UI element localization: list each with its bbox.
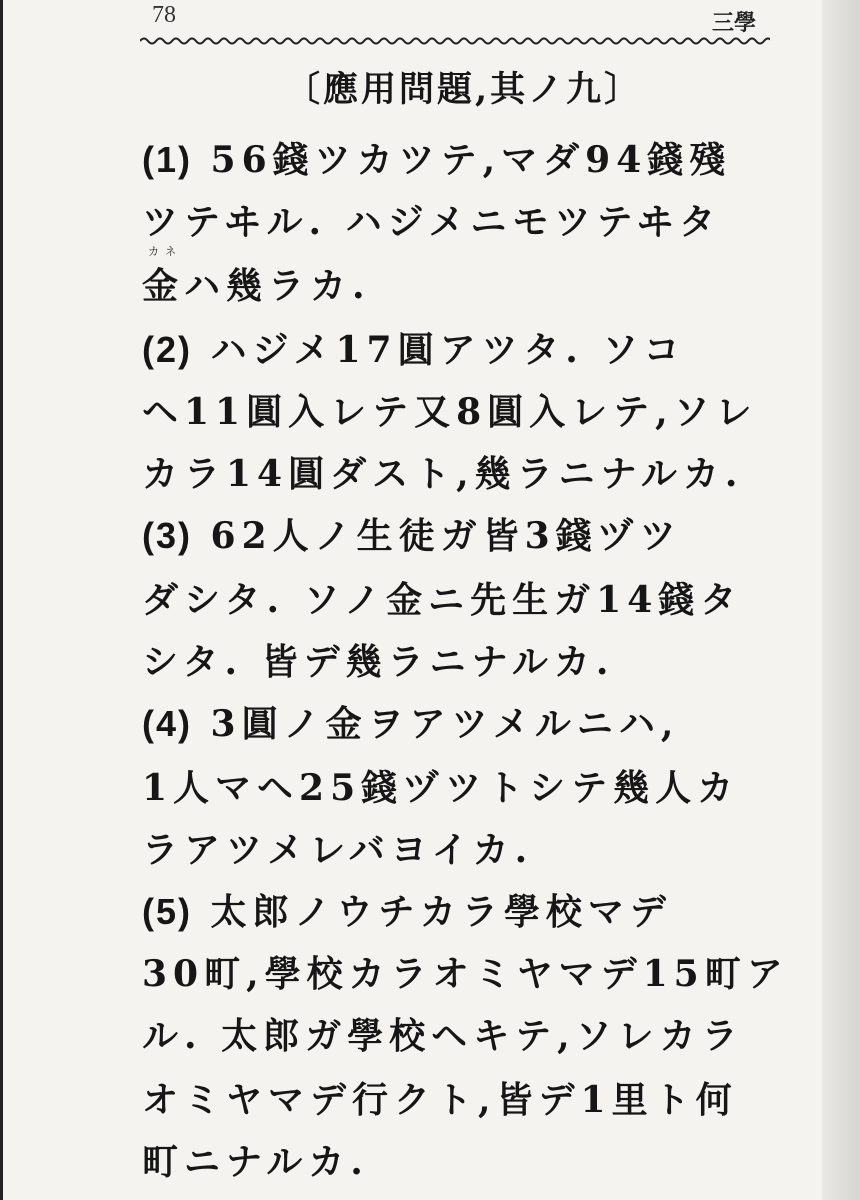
problem-4-line-1 xyxy=(142,696,679,747)
problem-2-line-1 xyxy=(142,322,686,373)
problem-1-number: (1) xyxy=(142,139,192,180)
problem-2-line-3: カラ14圓ダスト,幾ラニナルカ. xyxy=(142,453,744,495)
problem-5-text-1: 太郎ノウチカラ學校マデ xyxy=(210,891,672,933)
scan-right-edge xyxy=(822,0,860,1200)
problem-3-line-1 xyxy=(142,508,682,559)
furigana-kane: カネ xyxy=(148,245,182,258)
problem-1-text-1: 56錢ツカツテ,マダ94錢殘 xyxy=(210,139,732,181)
problem-3-number: (3) xyxy=(142,515,192,556)
problem-3-line-2: ダシタ. ソノ金ニ先生ガ14錢タ xyxy=(142,579,743,621)
page-number: 78 xyxy=(152,2,176,28)
problem-3-line-3: シタ. 皆デ幾ラニナルカ. xyxy=(142,641,615,683)
problem-4-line-3: ラアツメレバヨイカ. xyxy=(142,829,534,871)
problem-4-line-2: 1人マヘ25錢ヅツトシテ幾人カ xyxy=(142,767,740,809)
problem-2-number: (2) xyxy=(142,329,192,370)
problem-2-text-1: ハジメ17圓アツタ. ソコ xyxy=(210,329,686,371)
problem-1-line-1 xyxy=(142,132,731,183)
problem-1-line-3: 金ハ幾ラカ. xyxy=(142,265,371,307)
problem-5-line-3: ル. 太郎ガ學校ヘキテ,ソレカラ xyxy=(142,1015,744,1057)
problem-5-number: (5) xyxy=(142,891,192,932)
problem-4-text-1: 3圓ノ金ヲアツメルニハ, xyxy=(210,703,680,745)
problem-3-text-1: 62人ノ生徒ガ皆3錢ヅツ xyxy=(210,515,682,557)
problem-5-line-1 xyxy=(142,884,672,935)
section-heading: 〔應用問題,其ノ九〕 xyxy=(285,69,643,110)
problem-5-line-2: 30町,學校カラオミヤマデ15町ア xyxy=(142,953,789,995)
wavy-rule-divider xyxy=(140,34,770,48)
problem-1-line-2: ツテヰル. ハジメニモツテヰタ xyxy=(142,201,722,243)
problem-2-line-2: ヘ11圓入レテ又8圓入レテ,ソレ xyxy=(142,391,758,433)
problem-5-line-4: オミヤマデ行クト,皆デ1里ト何 xyxy=(142,1079,738,1121)
problem-5-line-5: 町ニナルカ. xyxy=(142,1141,369,1183)
scan-left-edge xyxy=(0,0,3,1200)
running-head: 三學 xyxy=(712,10,757,36)
problem-4-number: (4) xyxy=(142,703,192,744)
